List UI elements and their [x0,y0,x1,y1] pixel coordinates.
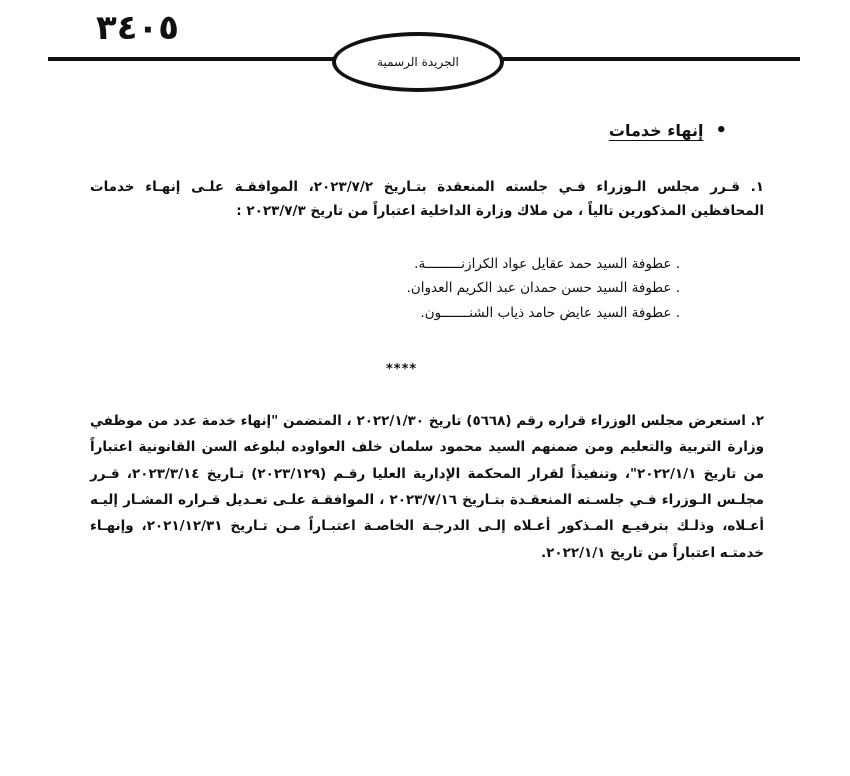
name-item-2: . عطوفة السيد حسن حمدان عبد الكريم العدوان. [406,280,680,297]
decision-paragraph-1: ١. قـرر مجلس الـوزراء فـي جلسته المنعقدة بتـاريخ ٢٠٢٣/٧/٢، الموافقـة علـى إنهـاء خدمات المحافظين المذكورين تالياً ، من ملاك وزارة الداخلية اعتباراً من تاريخ ٢٠٢٣/٧/٣ : [90,179,764,219]
section-separator: **** [386,362,418,377]
section-title: إنهاء خدمات [608,121,704,140]
bullet-icon: • [715,120,727,141]
decision-paragraph-2: ٢. استعرض مجلس الوزراء قراره رقم (٥٦٦٨) تاريخ ٢٠٢٢/١/٣٠ ، المتضمن "إنهاء خدمة عدد من موظفي وزارة التربية والتعليم ومن ضمنهم السيد محمود سلمان خلف العواوده لبلوغه السن القانونية اعتباراً من تاريخ ٢٠٢٢/١/١"، وتنفيذاً لقرار المحكمة الإدارية العليا رقـم (٢٠٢٣/١٢٩) تـاريخ ٢٠٢٣/٣/١٤، قـرر مجلـس الـوزراء فـي جلسـته المنعقـدة بتـاريخ ٢٠٢٣/٧/١٦ ، الموافقـة علـى تعـديل قـراره المشـار إليـه أعـلاه، وذلـك بترفيـع المـذكور أعـلاه إلـى الدرجـة الخاصـة اعتبـاراً مـن تـاريخ ٢٠٢١/١٢/٣١، وإنهـاء خدمتـه اعتباراً من تاريخ ٢٠٢٢/١/١. [90,413,765,561]
page-number: ٣٤٠٥ [96,8,180,48]
name-item-1: . عطوفة السيد حمد عقايل عواد الكرازنـــــــــة. [414,256,680,272]
section-heading [609,120,727,141]
names-list [407,252,680,325]
gazette-title-oval [332,32,504,92]
gazette-title: الجريدة الرسمية [377,55,459,69]
name-item-3: . عطوفة السيد عايض حامد ذياب الشنـــــــون. [420,304,680,321]
